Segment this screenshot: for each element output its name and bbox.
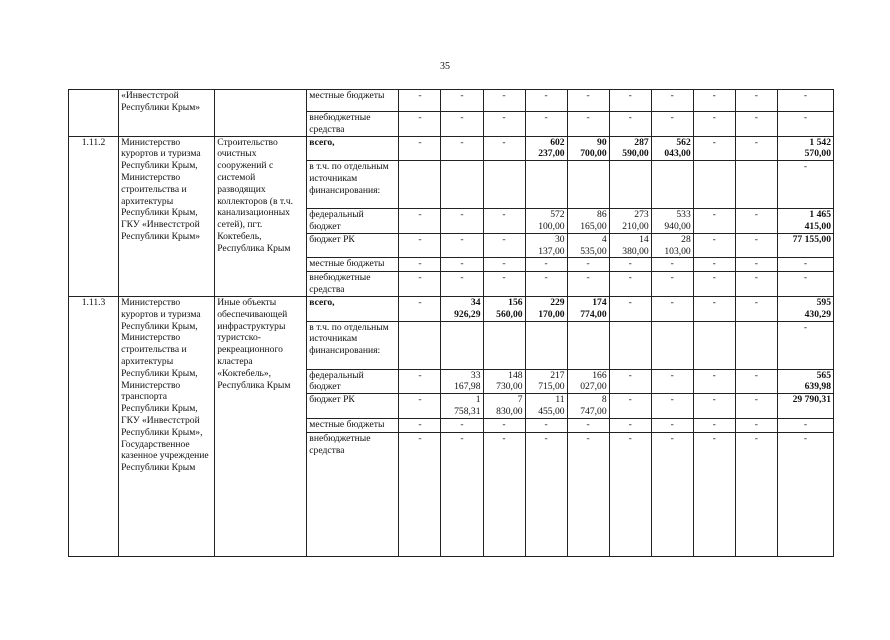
source-cell: федеральный бюджет (307, 209, 399, 234)
value-cell: - (399, 296, 441, 321)
value-cell: - (399, 369, 441, 394)
table-row (69, 296, 834, 321)
value-cell: - (399, 272, 441, 297)
executor-cell: Министерство курортов и туризма Республики Крым, Министерство строительства и архитектуры Республики Крым, ГКУ «Инвестстрой Республики Крым» (119, 136, 215, 296)
total-cell: - (777, 321, 833, 369)
item-number-cell: 1.11.3 (69, 296, 119, 556)
value-cell: - (399, 233, 441, 258)
value-cell: - (651, 112, 693, 137)
value-cell: 34 926,29 (441, 296, 483, 321)
value-cell: 8 747,00 (567, 394, 609, 419)
value-cell: 217 715,00 (525, 369, 567, 394)
value-cell: 11 455,00 (525, 394, 567, 419)
value-cell: 28 103,00 (651, 233, 693, 258)
value-cell: - (651, 369, 693, 394)
value-cell: - (735, 90, 777, 112)
value-cell: - (483, 432, 525, 556)
value-cell: 273 210,00 (609, 209, 651, 234)
object-cell (215, 90, 307, 137)
total-cell: - (777, 161, 833, 209)
value-cell: - (483, 258, 525, 272)
value-cell: - (693, 258, 735, 272)
value-cell: - (525, 432, 567, 556)
value-cell: - (483, 272, 525, 297)
value-cell (693, 321, 735, 369)
value-cell (735, 161, 777, 209)
value-cell: 30 137,00 (525, 233, 567, 258)
executor-cell: «Инвестстрой Республики Крым» (119, 90, 215, 137)
value-cell: - (651, 296, 693, 321)
value-cell: - (525, 90, 567, 112)
value-cell: - (651, 272, 693, 297)
value-cell (525, 321, 567, 369)
value-cell: 562 043,00 (651, 136, 693, 161)
source-cell: всего, (307, 136, 399, 161)
value-cell (651, 161, 693, 209)
value-cell: - (441, 136, 483, 161)
value-cell (693, 161, 735, 209)
value-cell (441, 161, 483, 209)
source-cell: внебюджетные средства (307, 112, 399, 137)
value-cell (483, 321, 525, 369)
value-cell: 287 590,00 (609, 136, 651, 161)
value-cell: - (735, 432, 777, 556)
value-cell: - (441, 209, 483, 234)
value-cell: - (651, 90, 693, 112)
executor-cell: Министерство курортов и туризма Республики Крым, Министерство строительства и архитектуры Республики Крым, Министерство транспорта Республики Крым, ГКУ «Инвестстрой Республики Крым», Государственное казенное учреждение Республики Крым (119, 296, 215, 556)
total-cell: - (777, 258, 833, 272)
value-cell: - (441, 418, 483, 432)
value-cell: 166 027,00 (567, 369, 609, 394)
value-cell (567, 161, 609, 209)
value-cell: - (609, 418, 651, 432)
value-cell: - (441, 432, 483, 556)
value-cell: - (441, 272, 483, 297)
value-cell: - (525, 112, 567, 137)
value-cell: 148 730,00 (483, 369, 525, 394)
value-cell: - (735, 369, 777, 394)
source-cell: внебюджетные средства (307, 272, 399, 297)
value-cell: - (693, 112, 735, 137)
source-cell: федеральный бюджет (307, 369, 399, 394)
value-cell: - (735, 136, 777, 161)
total-cell: 29 790,31 (777, 394, 833, 419)
page-number: 35 (440, 61, 450, 72)
value-cell: 86 165,00 (567, 209, 609, 234)
source-cell: бюджет РК (307, 394, 399, 419)
value-cell: - (735, 233, 777, 258)
value-cell: - (735, 394, 777, 419)
value-cell: - (567, 432, 609, 556)
item-number-cell (69, 90, 119, 137)
value-cell (483, 161, 525, 209)
total-cell: - (777, 432, 833, 556)
value-cell (399, 161, 441, 209)
value-cell: 1 758,31 (441, 394, 483, 419)
value-cell: - (399, 112, 441, 137)
source-cell: в т.ч. по отдельным источникам финансирования: (307, 321, 399, 369)
value-cell: - (483, 233, 525, 258)
value-cell: - (399, 258, 441, 272)
value-cell: - (693, 233, 735, 258)
total-cell: - (777, 112, 833, 137)
source-cell: бюджет РК (307, 233, 399, 258)
value-cell: - (483, 112, 525, 137)
value-cell: - (609, 432, 651, 556)
value-cell: - (567, 112, 609, 137)
value-cell: - (399, 136, 441, 161)
value-cell (651, 321, 693, 369)
value-cell: - (735, 258, 777, 272)
value-cell: - (609, 369, 651, 394)
value-cell: - (441, 233, 483, 258)
value-cell: - (609, 394, 651, 419)
value-cell: - (651, 418, 693, 432)
value-cell: - (651, 394, 693, 419)
value-cell: - (651, 432, 693, 556)
value-cell: 14 380,00 (609, 233, 651, 258)
source-cell: местные бюджеты (307, 258, 399, 272)
total-cell: - (777, 272, 833, 297)
value-cell (525, 161, 567, 209)
table-row (69, 90, 834, 112)
value-cell: - (693, 394, 735, 419)
value-cell: - (399, 394, 441, 419)
value-cell: - (693, 90, 735, 112)
value-cell: - (735, 112, 777, 137)
value-cell: - (609, 258, 651, 272)
value-cell: - (567, 90, 609, 112)
value-cell: - (693, 369, 735, 394)
value-cell: - (441, 112, 483, 137)
value-cell: - (609, 112, 651, 137)
source-cell: местные бюджеты (307, 90, 399, 112)
item-number-cell: 1.11.2 (69, 136, 119, 296)
value-cell (609, 321, 651, 369)
total-cell: - (777, 90, 833, 112)
value-cell: - (651, 258, 693, 272)
value-cell: - (441, 90, 483, 112)
value-cell: - (567, 418, 609, 432)
value-cell: 156 560,00 (483, 296, 525, 321)
source-cell: всего, (307, 296, 399, 321)
value-cell: - (693, 296, 735, 321)
value-cell: 572 100,00 (525, 209, 567, 234)
value-cell: - (693, 209, 735, 234)
table-body (69, 90, 834, 557)
value-cell (609, 161, 651, 209)
value-cell: - (399, 90, 441, 112)
value-cell: - (735, 296, 777, 321)
object-cell: Иные объекты обеспечивающей инфраструктуры туристско-рекреационного кластера «Коктебель», Республика Крым (215, 296, 307, 556)
value-cell (399, 321, 441, 369)
value-cell: 602 237,00 (525, 136, 567, 161)
value-cell: 229 170,00 (525, 296, 567, 321)
value-cell: - (693, 136, 735, 161)
value-cell (735, 321, 777, 369)
total-cell: 595 430,29 (777, 296, 833, 321)
total-cell: - (777, 418, 833, 432)
value-cell: 7 830,00 (483, 394, 525, 419)
value-cell: - (567, 258, 609, 272)
total-cell: 565 639,98 (777, 369, 833, 394)
value-cell: - (609, 90, 651, 112)
value-cell: - (483, 90, 525, 112)
total-cell: 77 155,00 (777, 233, 833, 258)
value-cell: - (567, 272, 609, 297)
value-cell: - (609, 296, 651, 321)
value-cell: - (525, 418, 567, 432)
source-cell: внебюджетные средства (307, 432, 399, 556)
value-cell: - (693, 418, 735, 432)
total-cell: 1 465 415,00 (777, 209, 833, 234)
total-cell: 1 542 570,00 (777, 136, 833, 161)
table-row (69, 136, 834, 161)
value-cell: 33 167,98 (441, 369, 483, 394)
value-cell: - (525, 258, 567, 272)
value-cell: - (735, 418, 777, 432)
value-cell: - (441, 258, 483, 272)
value-cell: - (399, 209, 441, 234)
value-cell: - (693, 432, 735, 556)
value-cell (441, 321, 483, 369)
value-cell: - (693, 272, 735, 297)
value-cell: - (399, 418, 441, 432)
financing-table (68, 89, 834, 557)
value-cell: 4 535,00 (567, 233, 609, 258)
value-cell: - (483, 209, 525, 234)
value-cell: 533 940,00 (651, 209, 693, 234)
value-cell: - (483, 136, 525, 161)
value-cell (567, 321, 609, 369)
source-cell: местные бюджеты (307, 418, 399, 432)
value-cell: 174 774,00 (567, 296, 609, 321)
value-cell: 90 700,00 (567, 136, 609, 161)
value-cell: - (735, 272, 777, 297)
value-cell: - (483, 418, 525, 432)
source-cell: в т.ч. по отдельным источникам финансирования: (307, 161, 399, 209)
value-cell: - (525, 272, 567, 297)
value-cell: - (735, 209, 777, 234)
value-cell: - (399, 432, 441, 556)
value-cell: - (609, 272, 651, 297)
object-cell: Строительство очистных сооружений с системой разводящих коллекторов (в т.ч. канализационных сетей), пгт. Коктебель, Республика Крым (215, 136, 307, 296)
